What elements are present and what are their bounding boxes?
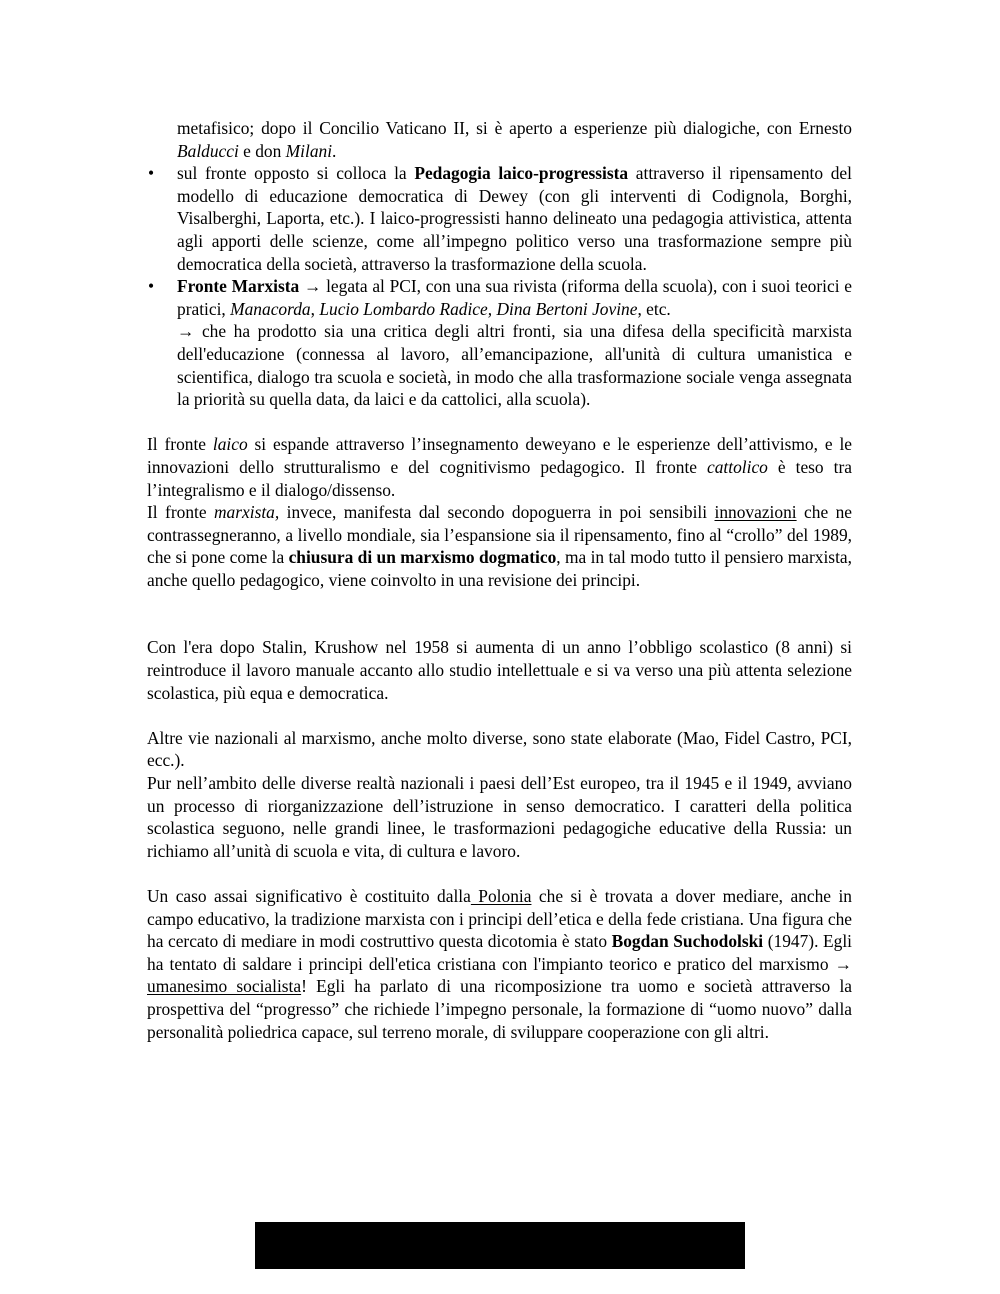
bold-term: Pedagogia laico-progressista [414, 163, 629, 184]
text-run: che si è trovata a dover mediare, anche in campo educativo, la tradizione marxista con i principi dell’etica e della fede cristiana. Una figura che ha cercato di mediare in modi costruttivo questa dicotomia è stato [147, 886, 852, 952]
text-run: , [310, 298, 320, 319]
text-run: Un caso assai significativo è costituito dalla [147, 886, 471, 906]
list-item-fronte-marxista [147, 275, 852, 411]
footer-black-bar [255, 1222, 745, 1269]
paragraph-polonia [147, 885, 852, 1043]
bullet-icon: • [148, 163, 155, 184]
italic-term: laico [212, 434, 248, 455]
paragraph-fronti [147, 433, 852, 501]
italic-term: marxista, [214, 502, 280, 523]
text-run: → che ha prodotto sia una critica degli altri fronti, sia una difesa della specificità marxista dell'educazione (connessa al lavoro, all’emancipazione, all'unità di cultura umanistica e scientifica, dialogo tra scuola e società, in modo che alla trasformazione sociale venga assegnata la priorità su quella data, da laici e da cattolici, alla scuola). [177, 321, 852, 410]
bold-term: Fronte Marxista [177, 276, 300, 297]
text-run: sul fronte opposto si colloca la [177, 163, 415, 184]
text-run: metafisico; dopo il Concilio Vaticano II, si è aperto a esperienze più dialogiche, con Ernesto [177, 118, 852, 138]
underlined-term: Polonia [470, 886, 532, 906]
underlined-term: innovazioni [714, 502, 797, 523]
text-run: e don [238, 140, 286, 161]
text-run: che ne contrassegneranno, a livello mondiale, sia l’espansione sia il ripensamento, fino al “crollo” del 1989, che si pone come la [147, 502, 853, 568]
italic-name: Manacorda [230, 298, 311, 319]
text-run: ! Egli ha parlato di una ricomposizione tra uomo e società attraverso la prospettiva del “progresso” che richiede l’impegno personale, la formazione di “uomo nuovo” dalla personalità poliedrica capace, sul terreno morale, di sviluppare cooperazione con gli altri. [147, 976, 852, 1042]
text-run: Il fronte [147, 434, 213, 455]
text-run: attraverso il ripensamento del modello di educazione democratica di Dewey (con gli interventi di Codignola, Borghi, Visalberghi, Laporta, etc.). I laico-progressisti hanno delineato una pedagogia attivistica, attenta agli apporti delle scienze, come all’impegno politico verso una trasformazione sempre più democratica della società, attraverso la trasformazione della scuola. [177, 163, 852, 274]
italic-name: Milani [285, 140, 333, 161]
bold-term: Bogdan Suchodolski [611, 931, 764, 952]
list-continuation-paragraph [147, 117, 852, 162]
text-run: , etc. [637, 298, 671, 319]
bold-term: chiusura di un marxismo dogmatico [288, 547, 557, 568]
text-run: è teso tra l’integralismo e il dialogo/dissenso. [147, 456, 852, 500]
bullet-icon: • [148, 276, 155, 297]
paragraph-krushow: Con l'era dopo Stalin, Krushow nel 1958 si aumenta di un anno l’obbligo scolastico (8 anni) si reintroduce il lavoro manuale accanto allo studio intellettuale e si va verso una più attenta selezione scolastica, più equa e democratica. [147, 637, 852, 703]
text-run: si espande attraverso l’insegnamento deweyano e le esperienze dell’attivismo, e le innovazioni dello strutturalismo e del cognitivismo pedagogico. Il fronte [147, 434, 852, 477]
italic-term: cattolico [707, 456, 768, 477]
italic-name: Balducci [177, 140, 239, 161]
text-run: . [332, 140, 337, 161]
text-run: invece, manifesta dal secondo dopoguerra in poi sensibili [279, 502, 715, 523]
list-item-laico-progressista [147, 162, 852, 275]
paragraph-vie-nazionali: Altre vie nazionali al marxismo, anche molto diverse, sono state elaborate (Mao, Fidel Castro, PCI, ecc.). [147, 727, 852, 771]
text-run: (1947). Egli ha tentato di saldare i principi dell'etica cristiana con l'impianto teorico e pratico del marxismo → [147, 931, 852, 974]
paragraph-est-europeo: Pur nell’ambito delle diverse realtà nazionali i paesi dell’Est europeo, tra il 1945 e il 1949, avviano un processo di riorganizzazione dell’istruzione in senso democratico. I caratteri della politica scolastica seguono, nelle grandi linee, le trasformazioni pedagogiche educative della Russia: un richiamo all’unità di scuola e vita, di cultura e lavoro. [147, 773, 852, 861]
italic-name: Lucio Lombardo Radice, Dina Bertoni Jovine [319, 298, 638, 319]
document-page [147, 117, 852, 1043]
underlined-term: umanesimo socialista [147, 976, 302, 997]
paragraph-fronte-marxista [147, 501, 852, 591]
text-run: → legata al PCI, con una sua rivista (riforma della scuola), con i suoi teorici e pratici, [177, 276, 852, 319]
text-run: Il fronte [147, 502, 214, 523]
text-run: , ma in tal modo tutto il pensiero marxista, anche quello pedagogico, viene coinvolto in una revisione dei principi. [147, 547, 852, 590]
